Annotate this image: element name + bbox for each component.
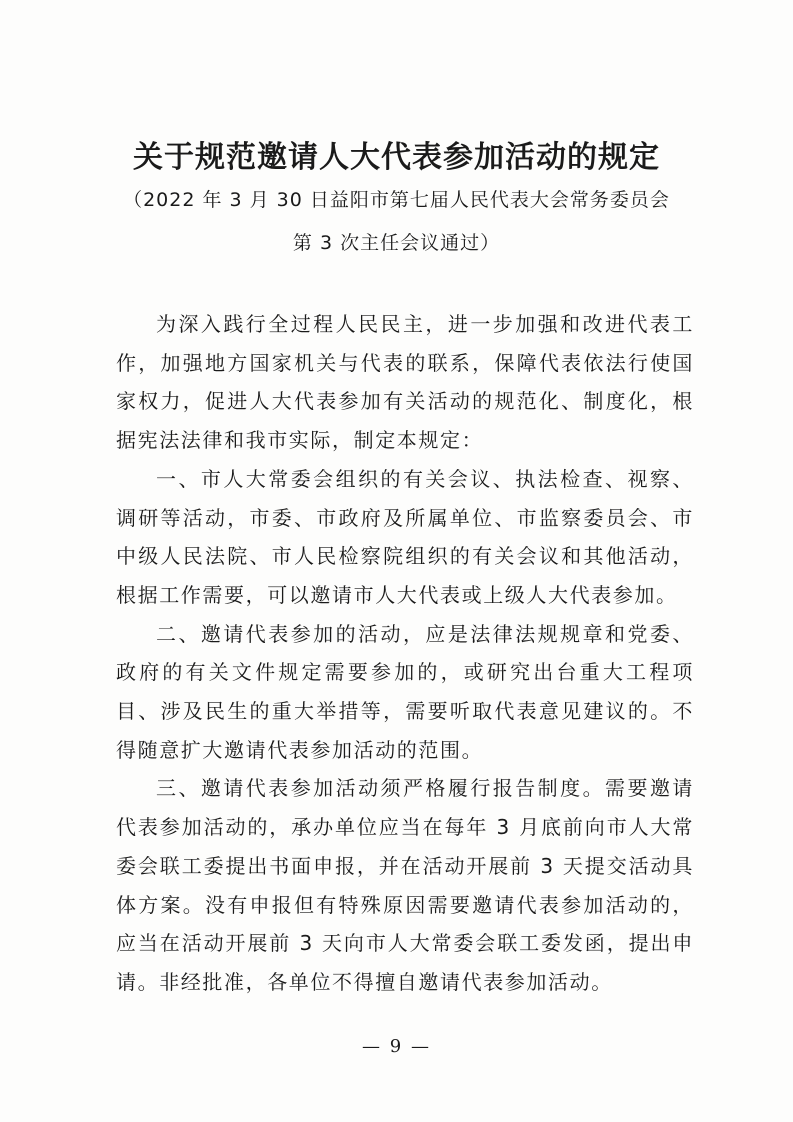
document-title: 关于规范邀请人大代表参加活动的规定 — [133, 140, 660, 175]
document-subtitle-line-1: （2022 年 3 月 30 日益阳市第七届人民代表大会常务委员会 — [123, 189, 670, 211]
page-number: — 9 — — [362, 1036, 431, 1057]
paragraph-article-1: 一、市人大常委会组织的有关会议、执法检查、视察、调研等活动，市委、市政府及所属单位、市监察委员会、市中级人民法院、市人民检察院组织的有关会议和其他活动，根据工作需要，可以邀请市人大代表或上级人大代表参加。 — [116, 466, 694, 607]
document-body — [116, 305, 694, 1002]
paragraph-article-2: 二、邀请代表参加的活动，应是法律法规规章和党委、政府的有关文件规定需要参加的，或研究出台重大工程项目、涉及民生的重大举措等，需要听取代表意见建议的。不得随意扩大邀请代表参加活动的范围。 — [116, 621, 694, 762]
paragraph-preamble: 为深入践行全过程人民民主，进一步加强和改进代表工作，加强地方国家机关与代表的联系，保障代表依法行使国家权力，促进人大代表参加有关活动的规范化、制度化，根据宪法法律和我市实际，制定本规定： — [116, 312, 694, 453]
document-subtitle-line-2: 第 3 次主任会议通过） — [292, 232, 501, 254]
paragraph-article-3: 三、邀请代表参加活动须严格履行报告制度。需要邀请代表参加活动的，承办单位应当在每年 3 月底前向市人大常委会联工委提出书面申报，并在活动开展前 3 天提交活动具体方案。没有申报但有特殊原因需要邀请代表参加活动的，应当在活动开展前 3 天向市人大常委会联工委发函，提出申请。非经批准，各单位不得擅自邀请代表参加活动。 — [116, 776, 694, 994]
